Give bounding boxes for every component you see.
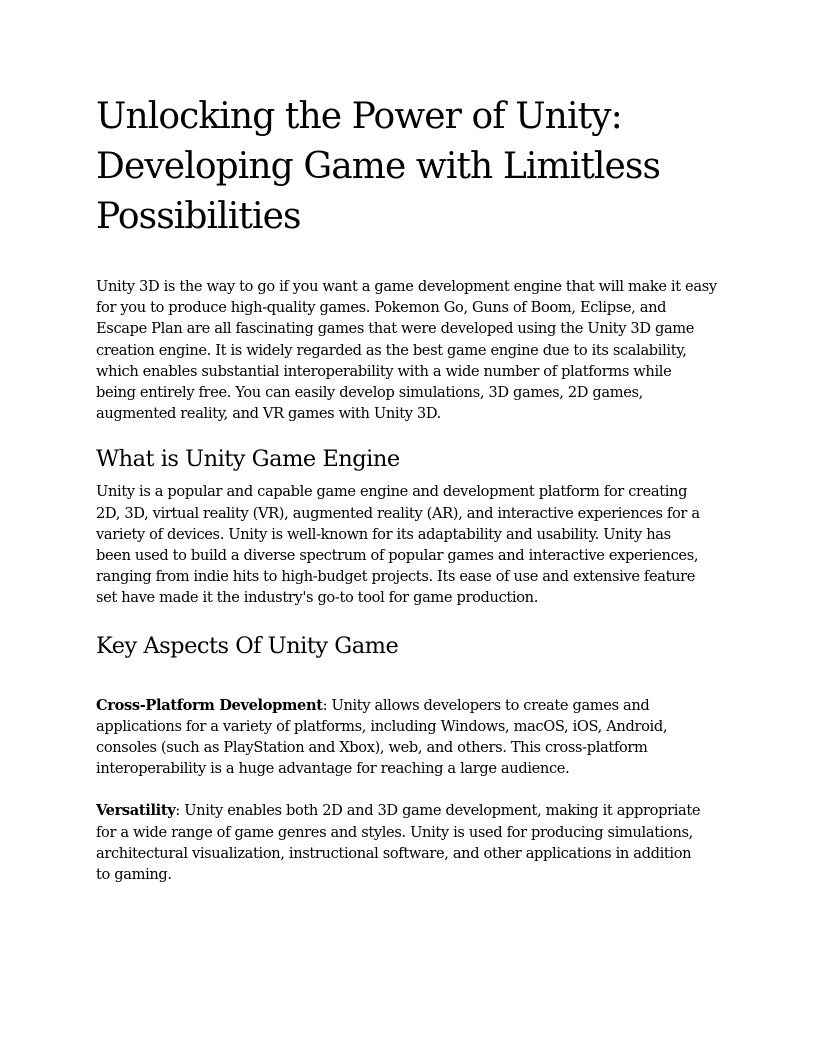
paragraph-line: Escape Plan are all fascinating games that were developed using the Unity 3D game [96, 320, 695, 338]
paragraph-line: for a wide range of game genres and styles. Unity is used for producing simulations, [96, 823, 693, 841]
paragraph-line: architectural visualization, instructional software, and other applications in addition [96, 844, 692, 862]
document-page [96, 92, 722, 885]
paragraph-line: variety of devices. Unity is well-known for its adaptability and usability. Unity has [96, 525, 671, 543]
paragraph-line: applications for a variety of platforms, including Windows, macOS, iOS, Android, [96, 717, 668, 735]
title-line: Possibilities [96, 196, 301, 237]
paragraph-line: 2D, 3D, virtual reality (VR), augmented reality (AR), and interactive experiences for a [96, 504, 700, 522]
paragraph-line: ranging from indie hits to high-budget projects. Its ease of use and extensive feature [96, 568, 696, 586]
cross-platform-text: : Unity allows developers to create games and [322, 696, 650, 714]
what-is-unity-paragraph [96, 481, 722, 608]
paragraph-line: consoles (such as PlayStation and Xbox), web, and others. This cross-platform [96, 739, 648, 757]
title-line: Unlocking the Power of Unity: [96, 96, 622, 137]
paragraph-line: to gaming. [96, 866, 172, 884]
section-heading-what-is-unity: What is Unity Game Engine [96, 446, 400, 473]
paragraph-line: for you to produce high-quality games. Pokemon Go, Guns of Boom, Eclipse, and [96, 299, 667, 317]
paragraph-line [96, 800, 722, 821]
cross-platform-term: Cross-Platform Development [96, 696, 323, 714]
title-line: Developing Game with Limitless [96, 146, 661, 187]
paragraph-line: augmented reality, and VR games with Unity 3D. [96, 405, 441, 423]
section-heading-key-aspects: Key Aspects Of Unity Game [96, 632, 399, 659]
paragraph-line: being entirely free. You can easily develop simulations, 3D games, 2D games, [96, 384, 643, 402]
versatility-term: Versatility [96, 802, 176, 820]
paragraph-line [96, 695, 722, 716]
paragraph-line: which enables substantial interoperability with a wide number of platforms while [96, 362, 672, 380]
document-title [96, 92, 722, 242]
cross-platform-paragraph [96, 695, 722, 780]
versatility-paragraph [96, 800, 722, 885]
paragraph-line: Unity 3D is the way to go if you want a game development engine that will make it easy [96, 278, 717, 295]
paragraph-line: interoperability is a huge advantage for reaching a large audience. [96, 760, 570, 778]
versatility-text: : Unity enables both 2D and 3D game development, making it appropriate [175, 802, 701, 820]
paragraph-line: creation engine. It is widely regarded as the best game engine due to its scalability, [96, 341, 687, 359]
intro-paragraph [96, 276, 722, 424]
paragraph-line: been used to build a diverse spectrum of popular games and interactive experiences, [96, 547, 699, 565]
paragraph-line: set have made it the industry's go-to tool for game production. [96, 589, 539, 607]
paragraph-line: Unity is a popular and capable game engine and development platform for creating [96, 483, 688, 501]
